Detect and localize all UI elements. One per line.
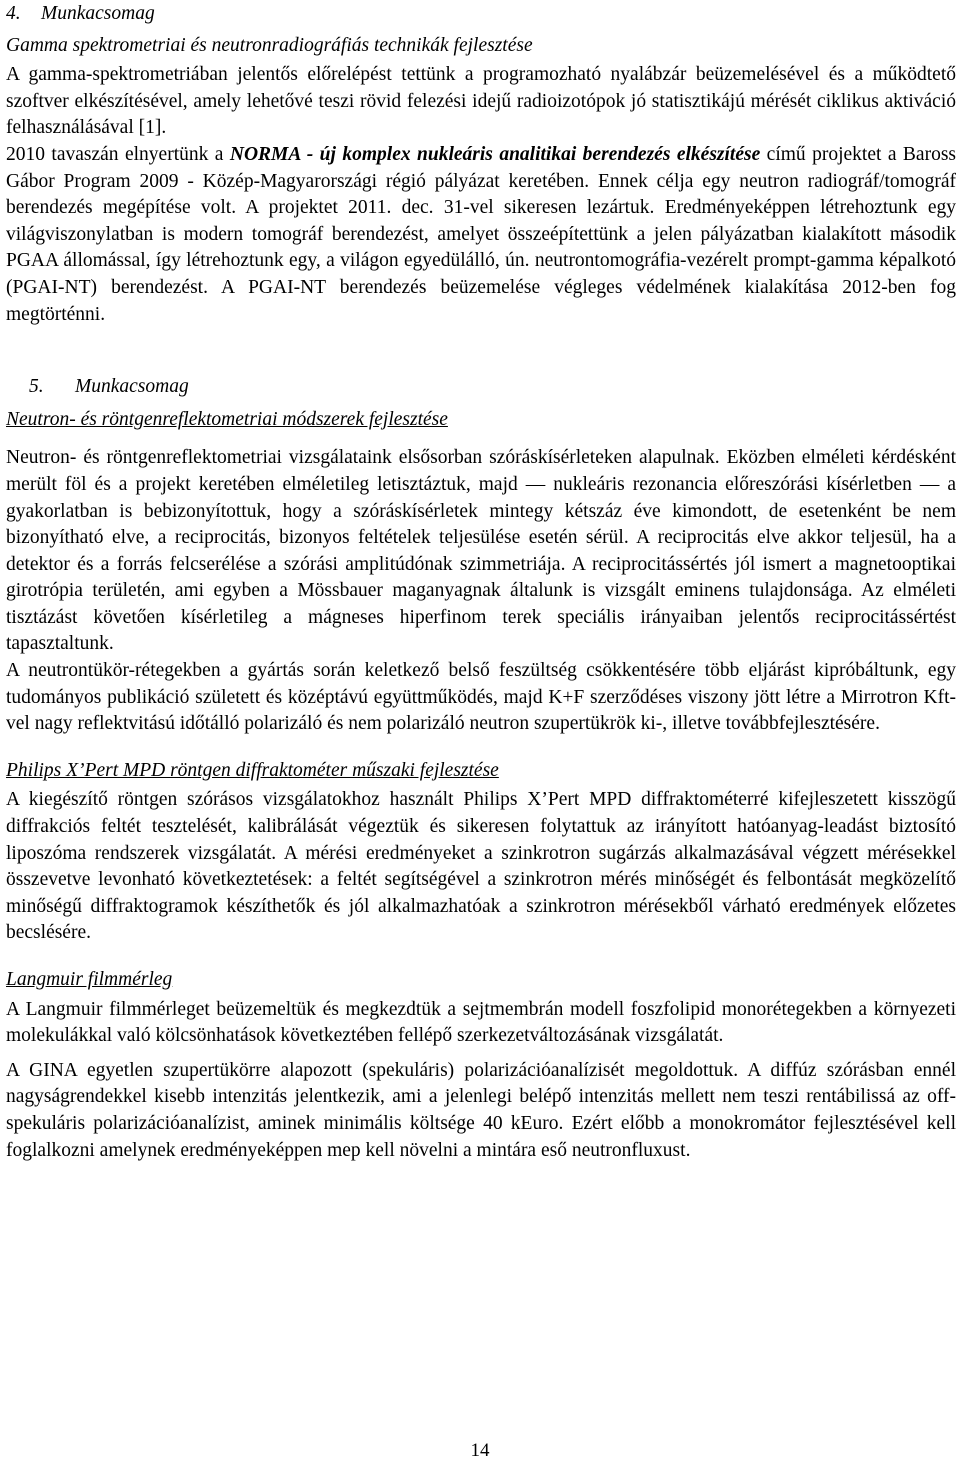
- section-5-title: Munkacsomag: [75, 376, 189, 398]
- langmuir-subtitle: Langmuir filmmérleg: [6, 969, 173, 990]
- section-4-subtitle: Gamma spektrometriai és neutronradiográfiás technikák fejlesztése: [6, 34, 533, 56]
- langmuir-paragraph-1: A Langmuir filmmérleget beüzemeltük és megkezdtük a sejtmembrán modell foszfolipid monorétegekben a környezeti molekulákkal való kölcsönhatások következtében fellépő szerkezetváltozásának vizsgálatát.: [6, 998, 956, 1047]
- section-5-paragraph-1: Neutron- és röntgenreflektometriai vizsgálataink elsősorban szóráskísérleteken alapulnak. Eközben elméleti kérdésként merült föl és a projekt keretében elméletileg letisztáztuk, majd — nukleáris rezonancia előreszórási kísérletben — a gyakorlatban is bebizonyítottuk, hogy a szóráskísérletek mintegy kétszáz éve kimondott, de esetenként be nem bizonyítható elve, a reciprocitás, bizonyos feltételek teljesülése esetén sérül. A reciprocitás elve akkor teljesül, ha a detektor és a forrás felcserélése a szórási amplitúdónak szimmetriája. A reciprocitássértés jól ismert a magnetooptikai girotrópia területén, ami egyben a Mössbauer maganyagnak általunk is vizsgált eminens tulajdonsága. Az elméleti tisztázást követően kísérletileg a mágneses hiperfinom terek speciális irányaiban jelentős reciprocitássértést tapasztaltunk.: [6, 447, 956, 655]
- philips-paragraph: A kiegészítő röntgen szórásos vizsgálatokhoz használt Philips X’Pert MPD diffraktométerré kifejleszetett kisszögű diffrakciós feltét tesztelését, kalibrálását végeztük és sikeresen folytattuk az irányított hatóanyag-leadást biztosító liposzóma rendszerek vizsgálatát. A mérési eredményeket a szinkrotron sugárzás alkalmazásával végzett mérésekkel összevetve levonható következtetések: a feltét segítségével a szinkrotron mérés minőségét és felbontását megközelítő minőségű diffraktogramok készíthetők és jól alkalmazhatóak a szinkrotron mérésekből várható eredmények előzetes becslésére.: [6, 789, 956, 944]
- p2-intro: 2010 tavaszán elnyertünk a: [6, 143, 230, 165]
- section-gap: [6, 328, 956, 374]
- section-5-paragraph-2: A neutrontükör-rétegekben a gyártás során keletkező belső feszültség csökkentésére több eljárást kipróbáltunk, egy tudományos publikáció született és középtávú együttműködés, majd K+F szerződéses viszony jött létre a Mirrotron Kft-vel nagy reflektvitású időtálló polarizáló és nem polarizáló neutron szupertükrök ki-, illetve továbbfejlesztésére.: [6, 660, 956, 735]
- section-4-title: Munkacsomag: [41, 3, 155, 24]
- page-number: 14: [470, 1440, 490, 1461]
- section-4-heading: [6, 0, 956, 28]
- project-name: NORMA - új komplex nukleáris analitikai berendezés elkészítése: [229, 143, 761, 165]
- section-5-subtitle: Neutron- és röntgenreflektometriai módszerek fejlesztése: [6, 408, 448, 430]
- section-4-paragraph-2: [6, 142, 956, 328]
- section-5-number: 5.: [29, 376, 44, 398]
- p2-rest: című projektet a Baross Gábor Program 2009 - Közép-Magyarországi régió pályázat keretében. Ennek célja egy neutron radiográf/tomográf berendezés megépítése volt. A projektet 2011. dec. 31-vel sikeresen lezártuk. Eredményeképpen létrehoztunk egy világviszonylatban is modern tomográf berendezést, amelyet összeépítettünk a jelen pályázatban kialakított második PGAA állomással, így létrehoztunk egy, a világon egyedülálló, ún. neutrontomográfia-vezérelt prompt-gamma képalkotó (PGAI-NT) berendezést. A PGAI-NT berendezés beüzemelése végleges védelmének kialakítása 2012-ben fog megtörténni.: [6, 143, 956, 325]
- section-4-number: 4.: [6, 3, 21, 24]
- section-4-paragraph-1: A gamma-spektrometriában jelentős előrelépést tettünk a programozható nyalábzár beüzemelésével és a működtető szoftver elkészítésével, amely lehetővé teszi rövid felezési idejű radioizotópok jó statisztikájú mérését ciklikus aktiváció felhasználásával [1].: [6, 64, 956, 139]
- document-page: [6, 0, 956, 1164]
- langmuir-paragraph-2: A GINA egyetlen szupertükörre alapozott (spekuláris) polarizációanalízisét megoldottuk. A diffúz szórásban ennél nagyságrendekkel kisebb intenzitás jelentkezik, ami a jelenlegi belépő intenzitás mellett nem teszi rentábilissá az off-spekuláris polarizációanalízist, aminek minimális költsége 40 kEuro. Ezért előbb a monokromátor fejlesztésével kell foglalkozni amelynek eredményeképpen mep kell növelni a mintára eső neutronfluxust.: [6, 1059, 956, 1161]
- section-5-heading: [6, 374, 956, 401]
- philips-subtitle: Philips X’Pert MPD röntgen diffraktométer műszaki fejlesztése: [6, 759, 499, 781]
